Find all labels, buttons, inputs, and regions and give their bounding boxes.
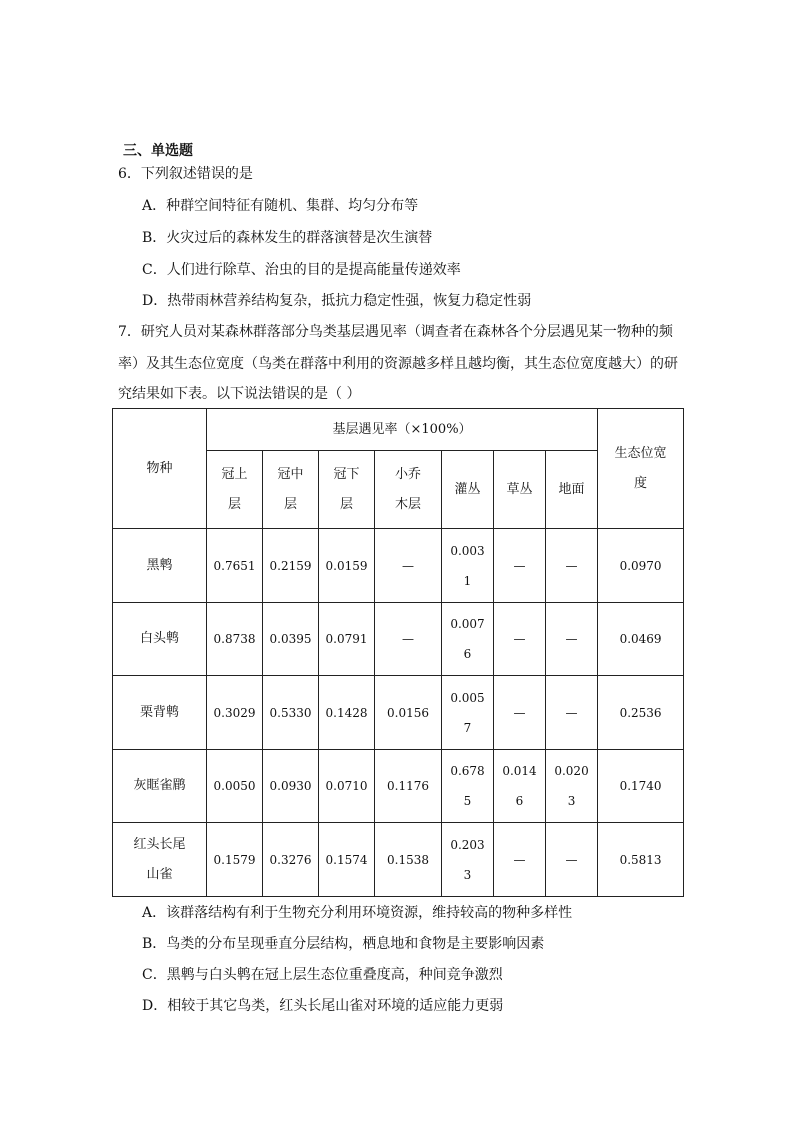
value-cell: — [546, 676, 598, 750]
value-cell: 0.1538 [375, 823, 442, 897]
niche-cell: 0.2536 [598, 676, 684, 750]
table-row [113, 676, 684, 750]
value-cell: 0.2033 [442, 823, 494, 897]
species-cell: 灰眶雀鹛 [113, 750, 207, 823]
section-title: 三、单选题 [123, 143, 193, 159]
value-cell: 0.0031 [442, 529, 494, 603]
question-6-stem: 6．下列叙述错误的是 [118, 166, 253, 182]
question-7-option-d: D．相较于其它鸟类，红头长尾山雀对环境的适应能力更弱 [142, 998, 504, 1014]
value-cell: 0.0395 [263, 603, 319, 676]
value-cell: 0.1574 [319, 823, 375, 897]
question-6-option-c: C．人们进行除草、治虫的目的是提高能量传递效率 [142, 262, 461, 278]
table-row [113, 603, 684, 676]
value-cell: 0.1176 [375, 750, 442, 823]
question-6-option-b: B．火灾过后的森林发生的群落演替是次生演替 [142, 230, 433, 246]
header-species: 物种 [113, 409, 207, 529]
value-cell: 0.3276 [263, 823, 319, 897]
header-niche-width: 生态位宽度 [598, 409, 684, 529]
question-6-option-d: D．热带雨林营养结构复杂，抵抗力稳定性强，恢复力稳定性弱 [142, 293, 532, 309]
question-6-option-a: A．种群空间特征有随机、集群、均匀分布等 [142, 198, 419, 214]
value-cell: — [546, 529, 598, 603]
header-layer-shrub: 灌丛 [442, 451, 494, 529]
niche-cell: 0.0469 [598, 603, 684, 676]
question-7-stem-line-2: 率）及其生态位宽度（鸟类在群落中利用的资源越多样且越均衡，其生态位宽度越大）的研 [118, 356, 678, 372]
niche-cell: 0.5813 [598, 823, 684, 897]
value-cell: 0.1579 [207, 823, 263, 897]
value-cell: — [546, 823, 598, 897]
value-cell: 0.0057 [442, 676, 494, 750]
value-cell: — [546, 603, 598, 676]
question-7-stem-line-1: 7．研究人员对某森林群落部分鸟类基层遇见率（调查者在森林各个分层遇见某一物种的频 [118, 324, 673, 340]
value-cell: 0.0791 [319, 603, 375, 676]
question-7-stem-line-3: 究结果如下表。以下说法错误的是（ ） [118, 386, 361, 402]
value-cell: 0.0076 [442, 603, 494, 676]
species-cell: 栗背鹎 [113, 676, 207, 750]
header-layer-canopy-upper: 冠上层 [207, 451, 263, 529]
value-cell: 0.0156 [375, 676, 442, 750]
header-layer-grass: 草丛 [494, 451, 546, 529]
value-cell: 0.0050 [207, 750, 263, 823]
value-cell: — [375, 529, 442, 603]
value-cell: 0.1428 [319, 676, 375, 750]
bird-encounter-table [112, 408, 684, 897]
value-cell: 0.2159 [263, 529, 319, 603]
header-layer-ground: 地面 [546, 451, 598, 529]
value-cell: 0.0710 [319, 750, 375, 823]
niche-cell: 0.1740 [598, 750, 684, 823]
question-7-option-b: B．鸟类的分布呈现垂直分层结构，栖息地和食物是主要影响因素 [142, 936, 545, 952]
table-row [113, 750, 684, 823]
value-cell: 0.5330 [263, 676, 319, 750]
species-cell: 红头长尾山雀 [113, 823, 207, 897]
value-cell: — [375, 603, 442, 676]
header-layer-canopy-lower: 冠下层 [319, 451, 375, 529]
question-7-option-c: C．黑鹎与白头鹎在冠上层生态位重叠度高，种间竞争激烈 [142, 967, 503, 983]
value-cell: 0.8738 [207, 603, 263, 676]
value-cell: 0.6785 [442, 750, 494, 823]
value-cell: 0.0930 [263, 750, 319, 823]
niche-cell: 0.0970 [598, 529, 684, 603]
value-cell: 0.0203 [546, 750, 598, 823]
value-cell: — [494, 823, 546, 897]
value-cell: 0.3029 [207, 676, 263, 750]
value-cell: 0.0159 [319, 529, 375, 603]
table-row [113, 529, 684, 603]
value-cell: 0.7651 [207, 529, 263, 603]
species-cell: 黑鹎 [113, 529, 207, 603]
value-cell: — [494, 603, 546, 676]
species-cell: 白头鹎 [113, 603, 207, 676]
header-encounter-rate: 基层遇见率（×100%） [207, 409, 598, 451]
value-cell: 0.0146 [494, 750, 546, 823]
question-7-option-a: A．该群落结构有利于生物充分利用环境资源，维持较高的物种多样性 [142, 905, 573, 921]
table-row [113, 823, 684, 897]
header-layer-small-tree: 小乔木层 [375, 451, 442, 529]
header-layer-canopy-middle: 冠中层 [263, 451, 319, 529]
value-cell: — [494, 676, 546, 750]
value-cell: — [494, 529, 546, 603]
